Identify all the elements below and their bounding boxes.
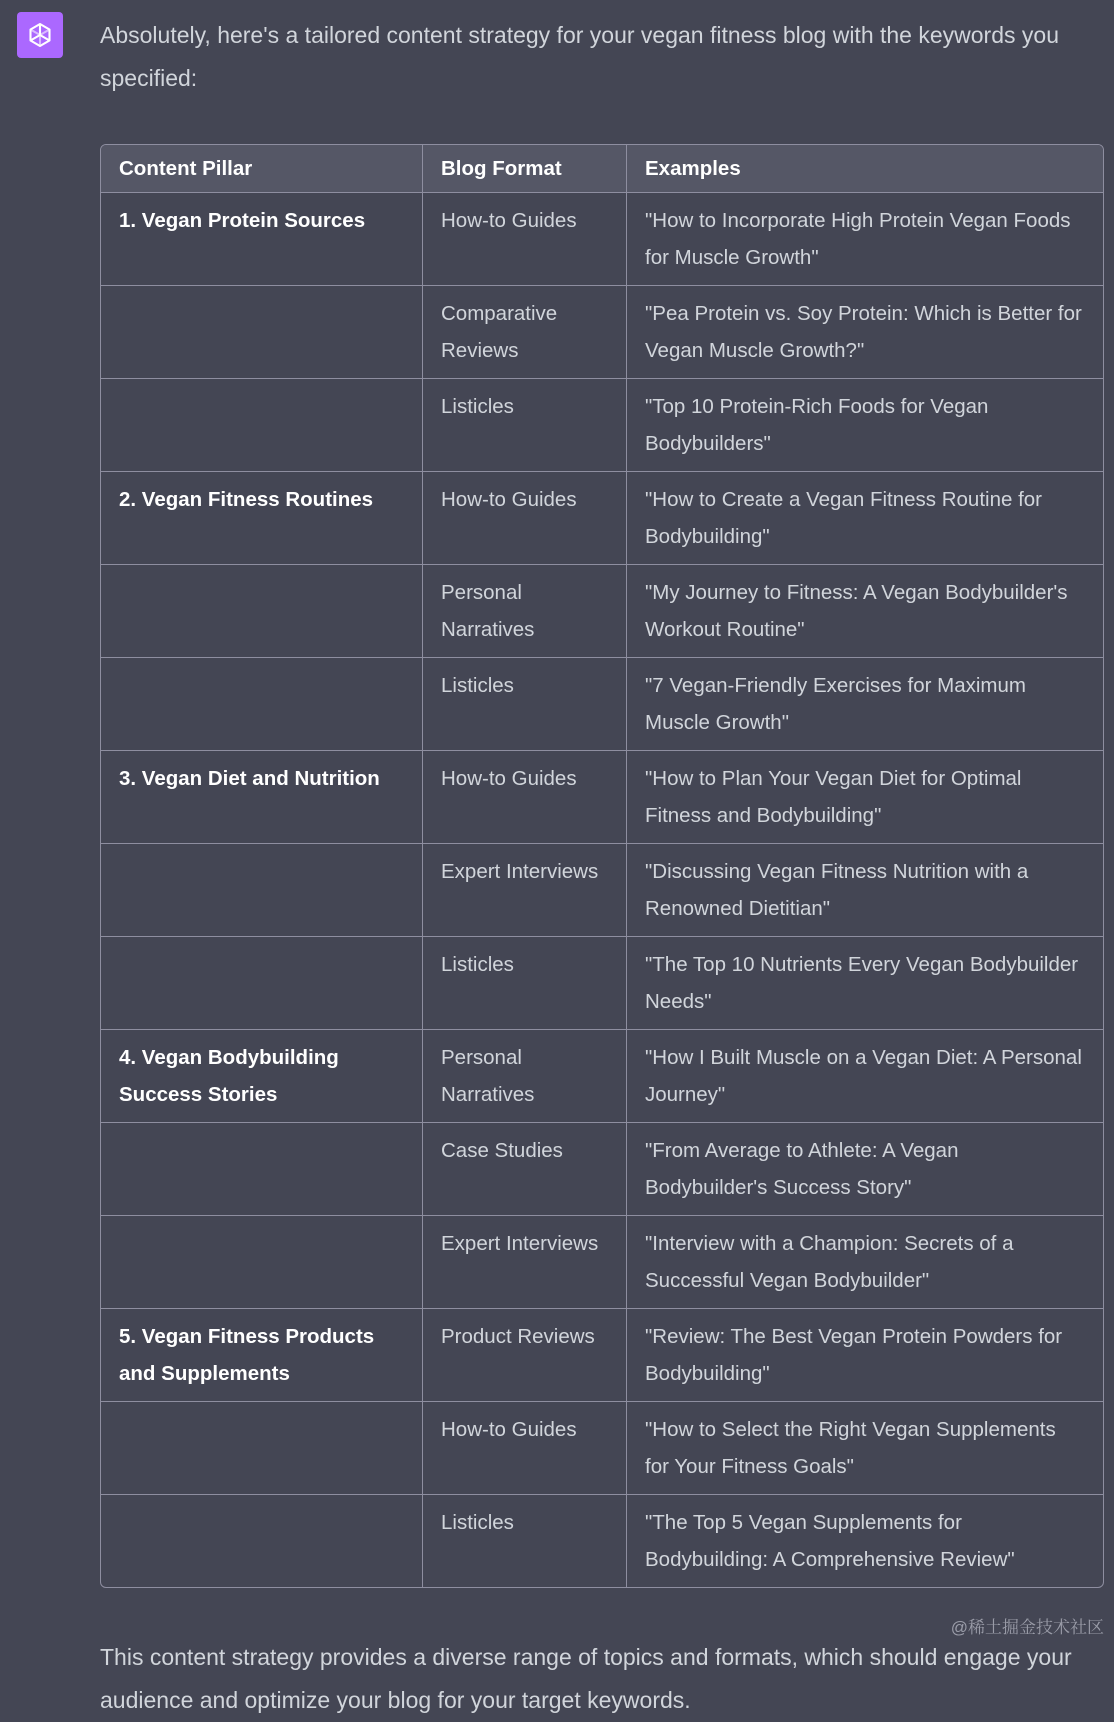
example-cell: "From Average to Athlete: A Vegan Bodybuilder's Success Story" bbox=[626, 1122, 1103, 1215]
pillar-cell bbox=[101, 564, 422, 657]
pillar-cell bbox=[101, 285, 422, 378]
table-row bbox=[101, 936, 1103, 1029]
pillar-cell: 2. Vegan Fitness Routines bbox=[101, 471, 422, 564]
table-header-row bbox=[101, 145, 1103, 193]
pillar-cell bbox=[101, 378, 422, 471]
format-cell: Listicles bbox=[422, 1494, 626, 1587]
table-row bbox=[101, 1494, 1103, 1587]
example-cell: "Review: The Best Vegan Protein Powders for Bodybuilding" bbox=[626, 1308, 1103, 1401]
assistant-message bbox=[100, 14, 1100, 1722]
example-cell: "How to Incorporate High Protein Vegan Foods for Muscle Growth" bbox=[626, 193, 1103, 285]
content-strategy-table bbox=[100, 144, 1104, 1588]
example-cell: "Top 10 Protein-Rich Foods for Vegan Bodybuilders" bbox=[626, 378, 1103, 471]
table-row bbox=[101, 1401, 1103, 1494]
header-content-pillar: Content Pillar bbox=[101, 145, 422, 193]
example-cell: "How to Plan Your Vegan Diet for Optimal Fitness and Bodybuilding" bbox=[626, 750, 1103, 843]
pillar-cell bbox=[101, 657, 422, 750]
table-row bbox=[101, 1308, 1103, 1401]
pillar-cell: 3. Vegan Diet and Nutrition bbox=[101, 750, 422, 843]
header-blog-format: Blog Format bbox=[422, 145, 626, 193]
outro-text: This content strategy provides a diverse range of topics and formats, which should engage your audience and optimize your blog for your target keywords. bbox=[100, 1644, 1072, 1713]
table-row bbox=[101, 564, 1103, 657]
pillar-cell bbox=[101, 936, 422, 1029]
format-cell: Listicles bbox=[422, 378, 626, 471]
example-cell: "The Top 10 Nutrients Every Vegan Bodybuilder Needs" bbox=[626, 936, 1103, 1029]
pillar-cell: 5. Vegan Fitness Products and Supplements bbox=[101, 1308, 422, 1401]
table-row bbox=[101, 1029, 1103, 1122]
assistant-avatar bbox=[17, 12, 63, 58]
format-cell: How-to Guides bbox=[422, 1401, 626, 1494]
table-row bbox=[101, 843, 1103, 936]
table-row bbox=[101, 750, 1103, 843]
example-cell: "Pea Protein vs. Soy Protein: Which is Better for Vegan Muscle Growth?" bbox=[626, 285, 1103, 378]
format-cell: Personal Narratives bbox=[422, 564, 626, 657]
format-cell: Listicles bbox=[422, 657, 626, 750]
format-cell: Listicles bbox=[422, 936, 626, 1029]
header-examples: Examples bbox=[626, 145, 1103, 193]
pillar-cell bbox=[101, 1215, 422, 1308]
example-cell: "How to Select the Right Vegan Supplements for Your Fitness Goals" bbox=[626, 1401, 1103, 1494]
pillar-cell: 4. Vegan Bodybuilding Success Stories bbox=[101, 1029, 422, 1122]
format-cell: Personal Narratives bbox=[422, 1029, 626, 1122]
pillar-cell bbox=[101, 1494, 422, 1587]
intro-text: Absolutely, here's a tailored content strategy for your vegan fitness blog with the keywords you specified: bbox=[100, 22, 1059, 91]
format-cell: How-to Guides bbox=[422, 471, 626, 564]
example-cell: "7 Vegan-Friendly Exercises for Maximum Muscle Growth" bbox=[626, 657, 1103, 750]
example-cell: "My Journey to Fitness: A Vegan Bodybuilder's Workout Routine" bbox=[626, 564, 1103, 657]
format-cell: How-to Guides bbox=[422, 750, 626, 843]
table-row bbox=[101, 285, 1103, 378]
table-row bbox=[101, 1122, 1103, 1215]
example-cell: "Discussing Vegan Fitness Nutrition with a Renowned Dietitian" bbox=[626, 843, 1103, 936]
example-cell: "How to Create a Vegan Fitness Routine for Bodybuilding" bbox=[626, 471, 1103, 564]
table-row bbox=[101, 193, 1103, 285]
format-cell: Comparative Reviews bbox=[422, 285, 626, 378]
pillar-cell: 1. Vegan Protein Sources bbox=[119, 209, 366, 232]
pillar-cell bbox=[101, 843, 422, 936]
format-cell: How-to Guides bbox=[422, 193, 626, 285]
table-row bbox=[101, 1215, 1103, 1308]
table-row bbox=[101, 657, 1103, 750]
example-cell: "The Top 5 Vegan Supplements for Bodybuilding: A Comprehensive Review" bbox=[626, 1494, 1103, 1587]
example-cell: "Interview with a Champion: Secrets of a Successful Vegan Bodybuilder" bbox=[626, 1215, 1103, 1308]
pillar-cell bbox=[101, 1122, 422, 1215]
table-row bbox=[101, 471, 1103, 564]
openai-logo-icon bbox=[24, 19, 56, 51]
format-cell: Expert Interviews bbox=[422, 1215, 626, 1308]
format-cell: Expert Interviews bbox=[422, 843, 626, 936]
example-cell: "How I Built Muscle on a Vegan Diet: A Personal Journey" bbox=[626, 1029, 1103, 1122]
format-cell: Case Studies bbox=[422, 1122, 626, 1215]
table-row bbox=[101, 378, 1103, 471]
watermark-text: @稀土掘金技术社区 bbox=[950, 1618, 1104, 1637]
pillar-cell bbox=[101, 1401, 422, 1494]
format-cell: Product Reviews bbox=[422, 1308, 626, 1401]
